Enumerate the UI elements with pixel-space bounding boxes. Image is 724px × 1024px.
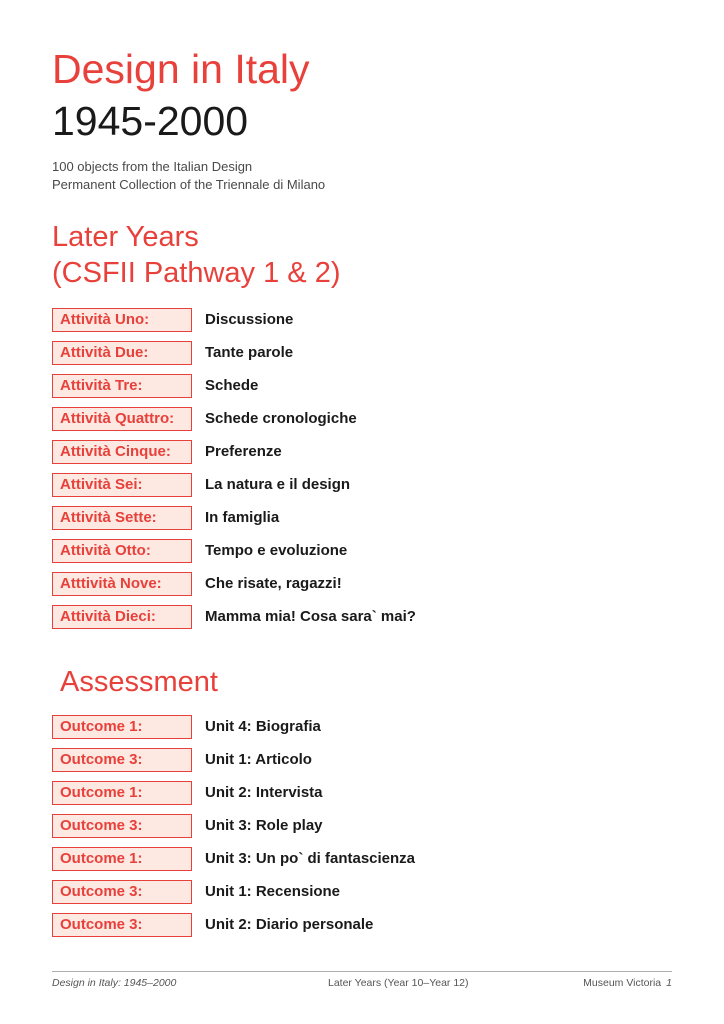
outcome-value: Unit 3: Role play [205, 817, 323, 834]
outcome-label: Outcome 1: [52, 781, 192, 805]
activity-value: Tempo e evoluzione [205, 542, 348, 559]
subtitle-line: 100 objects from the Italian Design [52, 159, 253, 174]
activity-value: Preferenze [205, 443, 282, 460]
footer-publisher [583, 976, 672, 990]
activity-label: Attività Tre: [52, 374, 192, 398]
footer-divider [52, 971, 672, 972]
outcome-value: Unit 2: Intervista [205, 784, 323, 801]
activity-value: In famiglia [205, 509, 280, 526]
later-years-heading-line: (CSFII Pathway 1 & 2) [52, 257, 341, 289]
activity-label: Attività Quattro: [52, 407, 192, 431]
outcome-value: Unit 4: Biografia [205, 718, 321, 735]
outcome-label: Outcome 3: [52, 913, 192, 937]
activity-label: Attività Sette: [52, 506, 192, 530]
activity-label: Atttività Nove: [52, 572, 192, 596]
footer-section-title: Later Years (Year 10–Year 12) [328, 977, 469, 989]
activity-label: Attività Uno: [52, 308, 192, 332]
outcome-value: Unit 1: Recensione [205, 883, 341, 900]
activity-value: Tante parole [205, 344, 294, 361]
activity-value: Mamma mia! Cosa sara` mai? [205, 608, 416, 625]
later-years-heading-line: Later Years [52, 221, 199, 253]
page-title-years: 1945-2000 [52, 98, 249, 144]
outcome-label: Outcome 1: [52, 715, 192, 739]
page-title: Design in Italy [52, 46, 310, 92]
outcome-label: Outcome 1: [52, 847, 192, 871]
activity-value: Discussione [205, 311, 294, 328]
page-number: 1 [666, 977, 672, 989]
activity-value: Che risate, ragazzi! [205, 575, 342, 592]
activity-label: Attività Due: [52, 341, 192, 365]
outcome-label: Outcome 3: [52, 880, 192, 904]
outcome-label: Outcome 3: [52, 814, 192, 838]
page-subtitle [52, 158, 325, 194]
activity-label: Attività Sei: [52, 473, 192, 497]
outcome-value: Unit 3: Un po` di fantascienza [205, 850, 416, 867]
outcome-label: Outcome 3: [52, 748, 192, 772]
activity-value: Schede [205, 377, 259, 394]
later-years-heading [52, 219, 341, 291]
activity-value: La natura e il design [205, 476, 351, 493]
subtitle-line: Permanent Collection of the Triennale di Milano [52, 177, 326, 192]
footer-publisher-name: Museum Victoria [583, 977, 662, 989]
activity-label: Attività Dieci: [52, 605, 192, 629]
outcome-value: Unit 1: Articolo [205, 751, 312, 768]
activity-label: Attività Cinque: [52, 440, 192, 464]
footer-document-title: Design in Italy: 1945–2000 [52, 977, 177, 989]
activity-label: Attività Otto: [52, 539, 192, 563]
activity-value: Schede cronologiche [205, 410, 357, 427]
assessment-heading: Assessment [60, 666, 218, 698]
outcome-value: Unit 2: Diario personale [205, 916, 374, 933]
